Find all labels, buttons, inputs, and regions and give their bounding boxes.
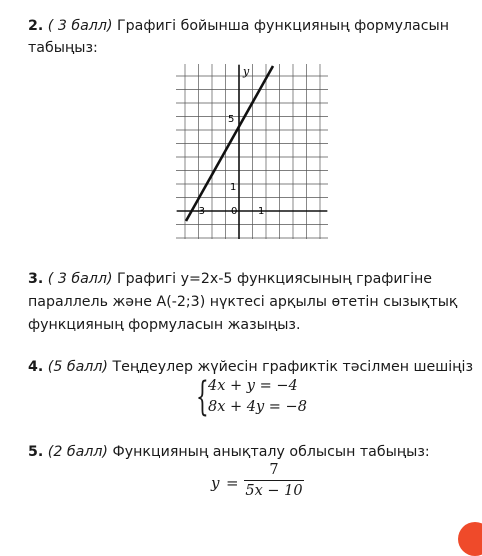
- equation-1: 4x + y = −4: [208, 378, 298, 394]
- system-brace: {: [196, 374, 209, 420]
- task4-points: (5 балл): [47, 359, 108, 375]
- fraction-bar: [244, 480, 304, 481]
- corner-badge: [458, 522, 482, 556]
- task5-number: 5.: [28, 444, 44, 460]
- label-minus-3: -3: [195, 206, 205, 217]
- task2-line1: [28, 16, 449, 36]
- task3-number: 3.: [28, 271, 44, 287]
- task5-text1: Функцияның анықталу облысын табыңыз:: [112, 444, 430, 460]
- function-graph: [175, 63, 329, 240]
- task2-text2: табыңыз:: [28, 40, 98, 56]
- task4-text1: Теңдеулер жүйесін графиктік тәсілмен шешіңіз: [112, 359, 474, 375]
- equation-system: [196, 374, 336, 421]
- task4-line1: [28, 357, 473, 377]
- task3-text1: Графигі у=2х-5 функциясының графигіне: [117, 271, 433, 287]
- task3-text3: функцияның формуласын жазыңыз.: [28, 317, 301, 333]
- task4-number: 4.: [28, 359, 44, 375]
- task5-points: (2 балл): [47, 444, 108, 460]
- task2-line2: [28, 38, 98, 58]
- task3-text2: параллель және А(-2;3) нүктесі арқылы өтетін сызықтық: [28, 294, 458, 310]
- label-5: 5: [228, 114, 235, 125]
- fraction: [244, 461, 304, 500]
- formula-equals: =: [226, 474, 239, 492]
- label-1: 1: [230, 182, 237, 193]
- axis-y-label: y: [243, 65, 250, 78]
- label-0: 0: [231, 206, 238, 217]
- task3-line3: [28, 315, 300, 335]
- task2-text1: Графигі бойынша функцияның формуласын: [117, 18, 450, 34]
- fraction-numerator: 7: [269, 462, 279, 478]
- task3-line2: [28, 292, 458, 312]
- task3-points: ( 3 балл): [47, 271, 113, 287]
- task5-line1: [28, 442, 430, 462]
- task2-number: 2.: [28, 18, 44, 34]
- formula-lhs: y: [211, 474, 220, 492]
- task2-points: ( 3 балл): [47, 18, 113, 34]
- task3-line1: [28, 269, 432, 289]
- label-x-1: 1: [258, 206, 265, 217]
- equation-2: 8x + 4y = −8: [208, 399, 307, 415]
- fraction-denominator: 5x − 10: [245, 483, 303, 499]
